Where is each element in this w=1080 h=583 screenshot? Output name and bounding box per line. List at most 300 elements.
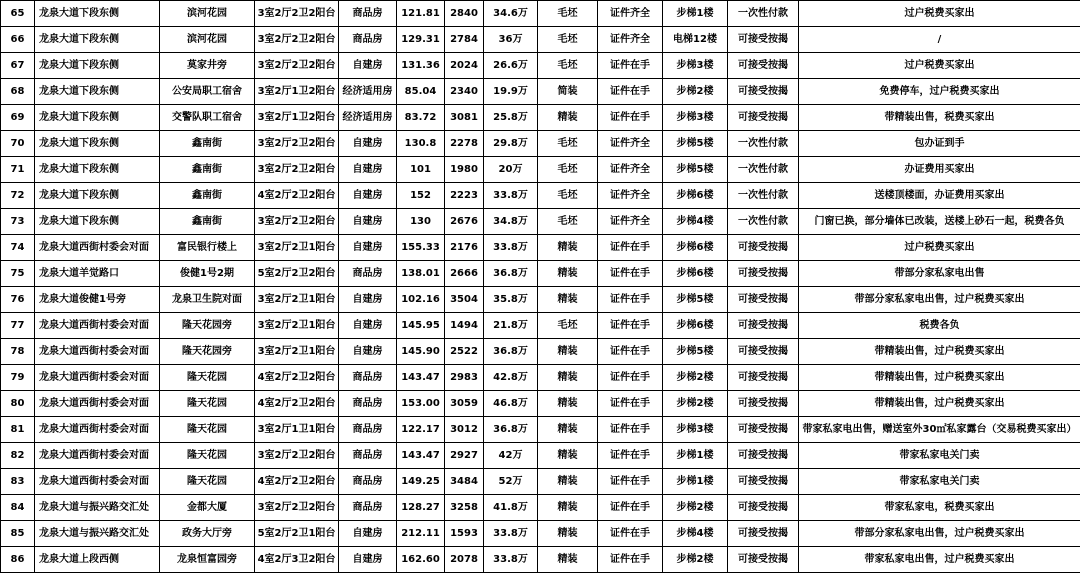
cell-location: 龙泉大道与振兴路交汇处 <box>35 495 160 521</box>
table-row <box>1 313 1080 339</box>
cell-layout: 3室2厅1卫1阳台 <box>255 417 339 443</box>
cell-payment: 可接受按揭 <box>728 547 799 573</box>
cell-community: 隆天花园 <box>160 365 255 391</box>
cell-decoration: 精装 <box>538 391 598 417</box>
cell-payment: 可接受按揭 <box>728 391 799 417</box>
cell-row-number: 68 <box>1 79 35 105</box>
cell-floor: 步梯2楼 <box>663 547 728 573</box>
cell-unit-price: 2676 <box>445 209 484 235</box>
cell-remark: 过户税费买家出 <box>799 1 1080 27</box>
cell-property-type: 自建房 <box>339 131 397 157</box>
cell-location: 龙泉大道西街村委会对面 <box>35 339 160 365</box>
cell-certificate: 证件在手 <box>598 443 663 469</box>
table-row <box>1 1 1080 27</box>
cell-unit-price: 3484 <box>445 469 484 495</box>
cell-total-price: 33.8万 <box>484 183 538 209</box>
cell-property-type: 自建房 <box>339 339 397 365</box>
cell-location: 龙泉大道下段东侧 <box>35 1 160 27</box>
cell-location: 龙泉大道西街村委会对面 <box>35 313 160 339</box>
cell-certificate: 证件在手 <box>598 339 663 365</box>
cell-area: 128.27 <box>397 495 445 521</box>
cell-area: 152 <box>397 183 445 209</box>
table-row <box>1 261 1080 287</box>
cell-unit-price: 2840 <box>445 1 484 27</box>
cell-unit-price: 3504 <box>445 287 484 313</box>
cell-payment: 可接受按揭 <box>728 27 799 53</box>
cell-layout: 3室2厅2卫2阳台 <box>255 157 339 183</box>
cell-location: 龙泉大道俊健1号旁 <box>35 287 160 313</box>
cell-area: 101 <box>397 157 445 183</box>
cell-total-price: 52万 <box>484 469 538 495</box>
table-row <box>1 105 1080 131</box>
cell-floor: 步梯3楼 <box>663 105 728 131</box>
cell-payment: 可接受按揭 <box>728 339 799 365</box>
table-row <box>1 469 1080 495</box>
cell-property-type: 自建房 <box>339 287 397 313</box>
cell-total-price: 21.8万 <box>484 313 538 339</box>
cell-certificate: 证件在手 <box>598 105 663 131</box>
cell-unit-price: 1494 <box>445 313 484 339</box>
cell-decoration: 毛坯 <box>538 53 598 79</box>
cell-location: 龙泉大道下段东侧 <box>35 209 160 235</box>
cell-layout: 5室2厅2卫1阳台 <box>255 521 339 547</box>
cell-decoration: 简装 <box>538 79 598 105</box>
cell-certificate: 证件在手 <box>598 547 663 573</box>
cell-total-price: 36.8万 <box>484 261 538 287</box>
cell-row-number: 79 <box>1 365 35 391</box>
cell-floor: 步梯1楼 <box>663 469 728 495</box>
cell-property-type: 商品房 <box>339 27 397 53</box>
cell-row-number: 84 <box>1 495 35 521</box>
cell-floor: 步梯2楼 <box>663 391 728 417</box>
cell-total-price: 42万 <box>484 443 538 469</box>
cell-property-type: 自建房 <box>339 53 397 79</box>
cell-payment: 一次性付款 <box>728 157 799 183</box>
cell-decoration: 毛坯 <box>538 313 598 339</box>
cell-certificate: 证件齐全 <box>598 209 663 235</box>
cell-row-number: 75 <box>1 261 35 287</box>
cell-certificate: 证件在手 <box>598 469 663 495</box>
cell-total-price: 26.6万 <box>484 53 538 79</box>
cell-location: 龙泉大道西街村委会对面 <box>35 443 160 469</box>
cell-certificate: 证件在手 <box>598 365 663 391</box>
cell-unit-price: 3012 <box>445 417 484 443</box>
cell-community: 隆天花园旁 <box>160 339 255 365</box>
cell-row-number: 66 <box>1 27 35 53</box>
cell-row-number: 69 <box>1 105 35 131</box>
cell-remark: 门窗已换，部分墙体已改装，送楼上砂石一起，税费各负 <box>799 209 1080 235</box>
cell-property-type: 自建房 <box>339 235 397 261</box>
cell-remark: 过户税费买家出 <box>799 235 1080 261</box>
cell-location: 龙泉大道西街村委会对面 <box>35 235 160 261</box>
cell-area: 143.47 <box>397 443 445 469</box>
cell-unit-price: 2078 <box>445 547 484 573</box>
cell-layout: 3室2厅2卫2阳台 <box>255 209 339 235</box>
cell-area: 212.11 <box>397 521 445 547</box>
cell-remark: 送楼顶楼面，办证费用买家出 <box>799 183 1080 209</box>
cell-unit-price: 2522 <box>445 339 484 365</box>
cell-payment: 一次性付款 <box>728 209 799 235</box>
cell-property-type: 经济适用房 <box>339 105 397 131</box>
cell-area: 153.00 <box>397 391 445 417</box>
cell-unit-price: 3081 <box>445 105 484 131</box>
cell-row-number: 82 <box>1 443 35 469</box>
cell-area: 131.36 <box>397 53 445 79</box>
cell-certificate: 证件齐全 <box>598 131 663 157</box>
cell-decoration: 精装 <box>538 105 598 131</box>
cell-location: 龙泉大道西街村委会对面 <box>35 469 160 495</box>
cell-certificate: 证件齐全 <box>598 157 663 183</box>
cell-total-price: 36.8万 <box>484 417 538 443</box>
cell-decoration: 精装 <box>538 443 598 469</box>
cell-remark: 带精装出售，过户税费买家出 <box>799 339 1080 365</box>
cell-unit-price: 2176 <box>445 235 484 261</box>
cell-property-type: 商品房 <box>339 391 397 417</box>
cell-community: 鑫南街 <box>160 157 255 183</box>
cell-row-number: 72 <box>1 183 35 209</box>
cell-certificate: 证件齐全 <box>598 1 663 27</box>
cell-floor: 步梯3楼 <box>663 417 728 443</box>
cell-floor: 步梯5楼 <box>663 287 728 313</box>
cell-property-type: 商品房 <box>339 365 397 391</box>
table-row <box>1 235 1080 261</box>
cell-location: 龙泉大道下段东侧 <box>35 183 160 209</box>
cell-layout: 3室2厅2卫2阳台 <box>255 495 339 521</box>
cell-layout: 3室2厅2卫1阳台 <box>255 313 339 339</box>
cell-unit-price: 3258 <box>445 495 484 521</box>
cell-certificate: 证件在手 <box>598 391 663 417</box>
cell-area: 130.8 <box>397 131 445 157</box>
cell-community: 隆天花园 <box>160 417 255 443</box>
cell-decoration: 精装 <box>538 339 598 365</box>
cell-property-type: 经济适用房 <box>339 79 397 105</box>
cell-payment: 可接受按揭 <box>728 365 799 391</box>
cell-certificate: 证件在手 <box>598 521 663 547</box>
cell-payment: 可接受按揭 <box>728 443 799 469</box>
cell-payment: 一次性付款 <box>728 183 799 209</box>
cell-payment: 可接受按揭 <box>728 235 799 261</box>
cell-property-type: 商品房 <box>339 417 397 443</box>
cell-total-price: 29.8万 <box>484 131 538 157</box>
cell-certificate: 证件在手 <box>598 417 663 443</box>
cell-decoration: 毛坯 <box>538 209 598 235</box>
cell-area: 129.31 <box>397 27 445 53</box>
cell-layout: 4室2厅2卫2阳台 <box>255 183 339 209</box>
table-row <box>1 417 1080 443</box>
cell-row-number: 65 <box>1 1 35 27</box>
cell-remark: 带部分家私家电出售，过户税费买家出 <box>799 287 1080 313</box>
cell-layout: 5室2厅2卫2阳台 <box>255 261 339 287</box>
cell-property-type: 自建房 <box>339 521 397 547</box>
table-body <box>1 1 1080 573</box>
cell-remark: 免费停车，过户税费买家出 <box>799 79 1080 105</box>
cell-floor: 步梯1楼 <box>663 443 728 469</box>
cell-community: 政务大厅旁 <box>160 521 255 547</box>
cell-location: 龙泉大道下段东侧 <box>35 79 160 105</box>
cell-total-price: 36.8万 <box>484 339 538 365</box>
cell-area: 162.60 <box>397 547 445 573</box>
cell-row-number: 70 <box>1 131 35 157</box>
cell-community: 滨河花园 <box>160 1 255 27</box>
cell-decoration: 精装 <box>538 469 598 495</box>
cell-area: 83.72 <box>397 105 445 131</box>
cell-decoration: 精装 <box>538 287 598 313</box>
cell-community: 鑫南街 <box>160 209 255 235</box>
cell-decoration: 精装 <box>538 235 598 261</box>
cell-area: 130 <box>397 209 445 235</box>
cell-row-number: 86 <box>1 547 35 573</box>
cell-area: 138.01 <box>397 261 445 287</box>
cell-location: 龙泉大道下段东侧 <box>35 131 160 157</box>
cell-remark: 带部分家私家电出售 <box>799 261 1080 287</box>
cell-property-type: 自建房 <box>339 209 397 235</box>
cell-area: 143.47 <box>397 365 445 391</box>
cell-community: 龙泉恒富园旁 <box>160 547 255 573</box>
cell-location: 龙泉大道与振兴路交汇处 <box>35 521 160 547</box>
cell-certificate: 证件在手 <box>598 313 663 339</box>
cell-total-price: 33.8万 <box>484 521 538 547</box>
cell-floor: 步梯2楼 <box>663 79 728 105</box>
cell-row-number: 76 <box>1 287 35 313</box>
cell-remark: 带家私家电关门卖 <box>799 443 1080 469</box>
cell-location: 龙泉大道西街村委会对面 <box>35 365 160 391</box>
cell-remark: 带部分家私家电出售，过户税费买家出 <box>799 521 1080 547</box>
table-row <box>1 53 1080 79</box>
cell-remark: 带家私家电出售，过户税费买家出 <box>799 547 1080 573</box>
cell-payment: 可接受按揭 <box>728 469 799 495</box>
cell-unit-price: 1980 <box>445 157 484 183</box>
cell-layout: 3室2厅2卫2阳台 <box>255 443 339 469</box>
cell-row-number: 74 <box>1 235 35 261</box>
cell-community: 隆天花园 <box>160 391 255 417</box>
cell-layout: 3室2厅2卫2阳台 <box>255 1 339 27</box>
cell-unit-price: 2024 <box>445 53 484 79</box>
cell-unit-price: 2983 <box>445 365 484 391</box>
cell-total-price: 25.8万 <box>484 105 538 131</box>
cell-total-price: 35.8万 <box>484 287 538 313</box>
cell-payment: 可接受按揭 <box>728 287 799 313</box>
cell-row-number: 83 <box>1 469 35 495</box>
cell-floor: 步梯6楼 <box>663 235 728 261</box>
cell-payment: 可接受按揭 <box>728 261 799 287</box>
cell-remark: 带精装出售，过户税费买家出 <box>799 391 1080 417</box>
cell-remark: 带家私家电关门卖 <box>799 469 1080 495</box>
cell-row-number: 71 <box>1 157 35 183</box>
cell-property-type: 商品房 <box>339 261 397 287</box>
cell-community: 隆天花园 <box>160 469 255 495</box>
cell-row-number: 73 <box>1 209 35 235</box>
cell-floor: 步梯5楼 <box>663 339 728 365</box>
cell-payment: 可接受按揭 <box>728 53 799 79</box>
cell-layout: 3室2厅2卫1阳台 <box>255 235 339 261</box>
cell-decoration: 毛坯 <box>538 1 598 27</box>
cell-location: 龙泉大道羊觉路口 <box>35 261 160 287</box>
cell-row-number: 85 <box>1 521 35 547</box>
cell-unit-price: 1593 <box>445 521 484 547</box>
cell-community: 莫家井旁 <box>160 53 255 79</box>
cell-remark: 带精装出售，税费买家出 <box>799 105 1080 131</box>
cell-floor: 步梯6楼 <box>663 261 728 287</box>
cell-floor: 步梯6楼 <box>663 183 728 209</box>
cell-property-type: 自建房 <box>339 313 397 339</box>
cell-row-number: 67 <box>1 53 35 79</box>
cell-property-type: 自建房 <box>339 547 397 573</box>
cell-remark: 带精装出售，过户税费买家出 <box>799 365 1080 391</box>
cell-floor: 步梯5楼 <box>663 131 728 157</box>
cell-property-type: 自建房 <box>339 183 397 209</box>
cell-community: 鑫南街 <box>160 131 255 157</box>
cell-remark: 办证费用买家出 <box>799 157 1080 183</box>
cell-remark: 税费各负 <box>799 313 1080 339</box>
cell-remark: 带家私家电，税费买家出 <box>799 495 1080 521</box>
table-row <box>1 287 1080 313</box>
cell-decoration: 毛坯 <box>538 157 598 183</box>
cell-certificate: 证件在手 <box>598 287 663 313</box>
cell-certificate: 证件在手 <box>598 235 663 261</box>
cell-certificate: 证件在手 <box>598 261 663 287</box>
cell-row-number: 80 <box>1 391 35 417</box>
cell-location: 龙泉大道西街村委会对面 <box>35 391 160 417</box>
cell-community: 交警队职工宿舍 <box>160 105 255 131</box>
cell-certificate: 证件在手 <box>598 495 663 521</box>
cell-layout: 3室2厅1卫2阳台 <box>255 79 339 105</box>
cell-payment: 可接受按揭 <box>728 521 799 547</box>
cell-layout: 4室2厅2卫2阳台 <box>255 391 339 417</box>
cell-unit-price: 2666 <box>445 261 484 287</box>
cell-decoration: 精装 <box>538 417 598 443</box>
cell-layout: 3室2厅2卫2阳台 <box>255 53 339 79</box>
cell-area: 145.90 <box>397 339 445 365</box>
cell-total-price: 20万 <box>484 157 538 183</box>
cell-row-number: 81 <box>1 417 35 443</box>
cell-area: 122.17 <box>397 417 445 443</box>
cell-location: 龙泉大道西街村委会对面 <box>35 417 160 443</box>
cell-decoration: 精装 <box>538 521 598 547</box>
cell-payment: 可接受按揭 <box>728 417 799 443</box>
cell-decoration: 精装 <box>538 495 598 521</box>
cell-certificate: 证件在手 <box>598 79 663 105</box>
cell-community: 隆天花园旁 <box>160 313 255 339</box>
cell-floor: 步梯2楼 <box>663 365 728 391</box>
cell-layout: 3室2厅1卫2阳台 <box>255 105 339 131</box>
cell-location: 龙泉大道下段东侧 <box>35 27 160 53</box>
cell-community: 龙泉卫生院对面 <box>160 287 255 313</box>
cell-total-price: 46.8万 <box>484 391 538 417</box>
cell-total-price: 33.8万 <box>484 547 538 573</box>
cell-layout: 3室2厅2卫1阳台 <box>255 287 339 313</box>
cell-remark: 过户税费买家出 <box>799 53 1080 79</box>
cell-row-number: 78 <box>1 339 35 365</box>
cell-unit-price: 2223 <box>445 183 484 209</box>
cell-location: 龙泉大道下段东侧 <box>35 157 160 183</box>
cell-floor: 步梯3楼 <box>663 53 728 79</box>
table-row <box>1 27 1080 53</box>
cell-payment: 可接受按揭 <box>728 495 799 521</box>
table-row <box>1 521 1080 547</box>
cell-total-price: 42.8万 <box>484 365 538 391</box>
cell-community: 隆天花园 <box>160 443 255 469</box>
cell-floor: 步梯6楼 <box>663 313 728 339</box>
cell-property-type: 商品房 <box>339 495 397 521</box>
cell-layout: 3室2厅2卫2阳台 <box>255 131 339 157</box>
table-row <box>1 157 1080 183</box>
cell-payment: 可接受按揭 <box>728 79 799 105</box>
cell-unit-price: 2278 <box>445 131 484 157</box>
cell-decoration: 精装 <box>538 261 598 287</box>
cell-community: 鑫南街 <box>160 183 255 209</box>
cell-decoration: 精装 <box>538 547 598 573</box>
cell-layout: 3室2厅2卫1阳台 <box>255 339 339 365</box>
cell-property-type: 商品房 <box>339 1 397 27</box>
cell-remark: 包办证到手 <box>799 131 1080 157</box>
cell-layout: 4室2厅2卫2阳台 <box>255 365 339 391</box>
cell-certificate: 证件在手 <box>598 53 663 79</box>
cell-decoration: 毛坯 <box>538 183 598 209</box>
cell-property-type: 商品房 <box>339 469 397 495</box>
cell-remark: 带家私家电出售，赠送室外30㎡私家露台（交易税费买家出） <box>799 417 1080 443</box>
cell-unit-price: 2340 <box>445 79 484 105</box>
table-row <box>1 131 1080 157</box>
cell-total-price: 36万 <box>484 27 538 53</box>
table-row <box>1 495 1080 521</box>
cell-community: 金都大厦 <box>160 495 255 521</box>
cell-layout: 3室2厅2卫2阳台 <box>255 27 339 53</box>
cell-total-price: 34.8万 <box>484 209 538 235</box>
cell-decoration: 毛坯 <box>538 27 598 53</box>
cell-payment: 一次性付款 <box>728 131 799 157</box>
table-row <box>1 391 1080 417</box>
cell-remark: / <box>799 27 1080 53</box>
cell-property-type: 自建房 <box>339 157 397 183</box>
cell-certificate: 证件齐全 <box>598 27 663 53</box>
cell-area: 145.95 <box>397 313 445 339</box>
cell-floor: 步梯4楼 <box>663 521 728 547</box>
cell-area: 149.25 <box>397 469 445 495</box>
cell-unit-price: 2784 <box>445 27 484 53</box>
cell-unit-price: 2927 <box>445 443 484 469</box>
cell-total-price: 33.8万 <box>484 235 538 261</box>
cell-community: 俊健1号2期 <box>160 261 255 287</box>
cell-area: 85.04 <box>397 79 445 105</box>
cell-community: 富民银行楼上 <box>160 235 255 261</box>
cell-floor: 步梯4楼 <box>663 209 728 235</box>
cell-area: 102.16 <box>397 287 445 313</box>
cell-floor: 步梯1楼 <box>663 1 728 27</box>
cell-community: 滨河花园 <box>160 27 255 53</box>
table-row <box>1 443 1080 469</box>
cell-floor: 步梯2楼 <box>663 495 728 521</box>
table-row <box>1 365 1080 391</box>
cell-area: 121.81 <box>397 1 445 27</box>
cell-total-price: 41.8万 <box>484 495 538 521</box>
cell-floor: 电梯12楼 <box>663 27 728 53</box>
cell-payment: 可接受按揭 <box>728 313 799 339</box>
cell-decoration: 精装 <box>538 365 598 391</box>
table-row <box>1 79 1080 105</box>
cell-location: 龙泉大道下段东侧 <box>35 53 160 79</box>
table-row <box>1 183 1080 209</box>
cell-payment: 可接受按揭 <box>728 105 799 131</box>
cell-row-number: 77 <box>1 313 35 339</box>
cell-total-price: 19.9万 <box>484 79 538 105</box>
cell-layout: 4室2厅3卫2阳台 <box>255 547 339 573</box>
cell-decoration: 毛坯 <box>538 131 598 157</box>
table-row <box>1 339 1080 365</box>
cell-total-price: 34.6万 <box>484 1 538 27</box>
cell-payment: 一次性付款 <box>728 1 799 27</box>
cell-layout: 4室2厅2卫2阳台 <box>255 469 339 495</box>
table-row <box>1 209 1080 235</box>
